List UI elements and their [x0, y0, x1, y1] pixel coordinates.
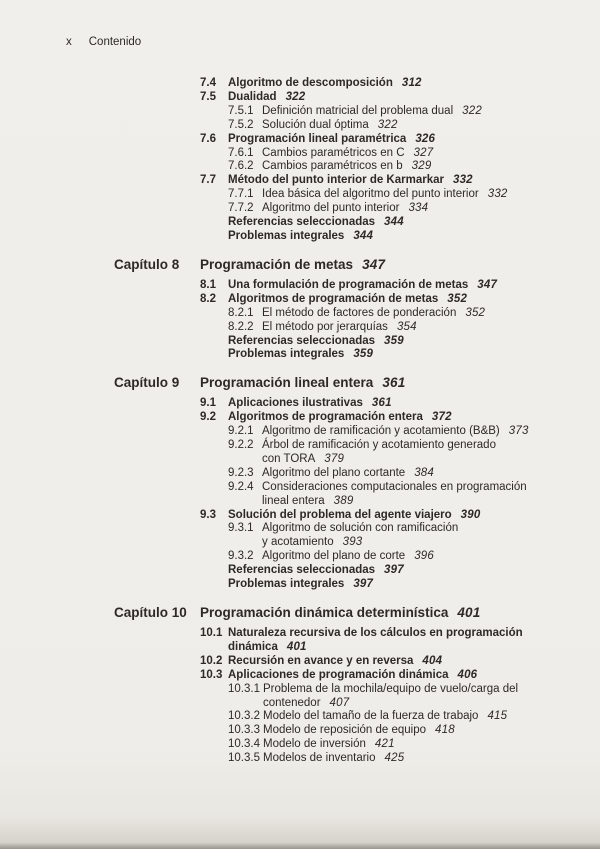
entry-page-number: 354: [396, 320, 417, 333]
toc-entry-row: [0, 627, 580, 655]
entry-title: Problemas integrales: [228, 578, 345, 591]
toc-entry-row: [0, 752, 580, 766]
entry-text: [263, 724, 455, 738]
entry-text: [263, 710, 507, 724]
toc-chapter-row: [0, 375, 580, 391]
toc-entry-row: [0, 669, 580, 683]
entry-title: Una formulación de programación de metas: [228, 278, 469, 291]
entry-number: 9.2.4: [228, 480, 254, 493]
entry-page-number: 396: [414, 550, 434, 563]
entry-page-number: 359: [384, 334, 404, 347]
chapter-page-number: 361: [382, 375, 406, 391]
entry-page-number: 312: [401, 77, 422, 89]
chapter-title: Programación dinámica determinística: [200, 605, 449, 620]
entry-page-number: 322: [462, 104, 482, 117]
toc-entry-row: [0, 439, 580, 467]
entry-text: [262, 147, 433, 161]
entry-title: El método por jerarquías: [262, 320, 388, 333]
entry-page-number: 415: [487, 710, 508, 723]
toc-entry-row: [0, 202, 580, 216]
toc-entry-row: [0, 411, 580, 425]
entry-title: Dualidad: [228, 90, 277, 103]
entry-page-number: 425: [384, 752, 405, 765]
entry-text: [262, 105, 482, 119]
page-folio-number: x: [66, 36, 72, 48]
toc-entry-row: [0, 509, 580, 523]
toc-entry-row: [0, 467, 580, 481]
entry-title: Árbol de ramificación y acotamiento generado: [262, 439, 496, 452]
entry-number: 10.3.2: [228, 710, 260, 723]
entry-number: 7.6: [200, 132, 216, 145]
toc-entry-row: [0, 321, 580, 335]
entry-page-number: 389: [333, 494, 354, 507]
toc-chapter-row: [0, 605, 580, 621]
entry-text: [262, 439, 496, 467]
toc-entry-row: [0, 119, 580, 133]
toc-entry-row: [0, 77, 580, 91]
entry-number: 7.7.1: [228, 188, 254, 201]
toc-entry-row: [0, 174, 580, 188]
entry-title: Método del punto interior de Karmarkar: [228, 174, 444, 187]
entry-number: 10.3.1: [228, 682, 260, 695]
entry-text: [262, 307, 485, 321]
entry-title: Aplicaciones de programación dinámica: [228, 668, 449, 681]
entry-text: [262, 481, 527, 509]
entry-number: 9.3.2: [228, 550, 254, 563]
entry-page-number: 379: [324, 452, 345, 465]
entry-title: lineal entera: [262, 494, 325, 507]
entry-text: [228, 230, 373, 244]
toc-entry-row: [0, 522, 580, 550]
entry-text: [263, 738, 395, 752]
entry-text: [228, 91, 305, 105]
entry-page-number: 322: [377, 118, 398, 131]
entry-number: 7.7.2: [228, 202, 254, 215]
toc-entry-row: [0, 216, 580, 230]
running-head: [66, 36, 141, 48]
toc-entry-row: [0, 307, 580, 321]
toc-entry-row: [0, 91, 580, 105]
entry-text: [262, 467, 434, 481]
entry-number: 8.1: [200, 278, 216, 291]
entry-text: [228, 335, 404, 349]
toc-entry-row: [0, 564, 580, 578]
entry-text: [228, 174, 473, 188]
entry-text: [228, 411, 452, 425]
entry-title: Modelos de inventario: [262, 752, 376, 765]
entry-page-number: 334: [408, 202, 429, 215]
entry-page-number: 361: [371, 397, 392, 410]
entry-page-number: 327: [413, 146, 434, 159]
toc-list: [0, 77, 580, 766]
entry-title: Problema de la mochila/equipo de vuelo/carga del: [262, 682, 519, 695]
entry-title: Solución del problema del agente viajero: [228, 508, 452, 521]
entry-title: Algoritmos de programación entera: [228, 411, 423, 424]
page-edge-shadow: [0, 842, 600, 849]
entry-page-number: 322: [285, 90, 306, 103]
entry-text: [228, 133, 435, 147]
toc-entry-row: [0, 397, 580, 411]
toc-entry-row: [0, 481, 580, 509]
entry-number: 7.5.2: [228, 118, 254, 131]
toc-entry-row: [0, 230, 580, 244]
toc-entry-row: [0, 724, 580, 738]
entry-text: [228, 279, 497, 293]
entry-text: [263, 683, 518, 711]
chapter-title: Programación lineal entera: [200, 375, 374, 391]
toc-entry-row: [0, 160, 580, 174]
entry-number: 9.3.1: [228, 522, 254, 535]
entry-page-number: 401: [286, 640, 307, 653]
entry-number: 7.5.1: [228, 104, 254, 117]
entry-title: y acotamiento: [262, 536, 334, 549]
entry-number: 10.3.4: [228, 738, 260, 751]
entry-number: 9.1: [200, 397, 216, 410]
entry-page-number: 352: [465, 306, 486, 319]
entry-title: El método de factores de ponderación: [262, 306, 457, 319]
entry-title: Algoritmo de ramificación y acotamiento (B&B): [262, 425, 500, 438]
entry-title: Recursión en avance y en reversa: [228, 654, 414, 667]
entry-text: [228, 348, 373, 362]
entry-page-number: 326: [415, 132, 436, 145]
entry-title: Consideraciones computacionales en programación: [262, 480, 527, 493]
entry-number: 10.3.3: [228, 724, 260, 737]
entry-page-number: 384: [414, 466, 434, 479]
entry-page-number: 397: [353, 578, 374, 591]
entry-title: Algoritmos de programación de metas: [228, 292, 439, 305]
entry-number: 9.2.1: [228, 425, 254, 438]
entry-page-number: 418: [435, 724, 455, 737]
chapter-label: Capítulo 8: [114, 256, 180, 272]
entry-page-number: 397: [384, 564, 404, 577]
entry-page-number: 404: [422, 654, 443, 667]
entry-text: [228, 293, 467, 307]
entry-number: 7.5: [200, 90, 216, 103]
entry-title: Aplicaciones ilustrativas: [228, 397, 363, 410]
toc-entry-row: [0, 105, 580, 119]
entry-number: 7.6.1: [228, 146, 254, 159]
entry-page-number: 332: [487, 188, 508, 201]
toc-chapter-row: [0, 257, 580, 273]
entry-title: con TORA: [262, 452, 316, 465]
entry-text: [228, 578, 373, 592]
entry-number: 10.1: [200, 627, 223, 639]
entry-title: Algoritmo de descomposición: [228, 77, 393, 89]
entry-title: Modelo del tamaño de la fuerza de trabajo: [262, 710, 479, 723]
entry-page-number: 407: [329, 696, 350, 709]
toc-entry-row: [0, 293, 580, 307]
entry-page-number: 329: [411, 160, 432, 173]
entry-page-number: 421: [374, 738, 395, 751]
entry-title: Algoritmo del plano de corte: [262, 550, 406, 563]
entry-number: 8.2: [200, 292, 216, 305]
entry-title: Idea básica del algoritmo del punto interior: [262, 188, 479, 201]
entry-number: 9.2: [200, 411, 216, 424]
entry-page-number: 344: [384, 216, 404, 229]
entry-title: Cambios paramétricos en b: [262, 160, 403, 173]
entry-page-number: 352: [447, 292, 468, 305]
entry-text: [228, 655, 442, 669]
entry-text: [262, 202, 428, 216]
entry-title: Referencias seleccionadas: [228, 216, 376, 229]
running-head-title: Contenido: [88, 36, 142, 48]
entry-text: [228, 216, 404, 230]
entry-number: 10.3.5: [228, 752, 260, 765]
chapter-label: Capítulo 9: [114, 375, 180, 391]
entry-text: [262, 425, 529, 439]
toc-entry-row: [0, 738, 580, 752]
entry-number: 7.4: [200, 77, 216, 89]
entry-number: 7.6.2: [228, 160, 254, 173]
toc-entry-row: [0, 335, 580, 349]
entry-title: Algoritmo de solución con ramificación: [262, 522, 459, 535]
toc-entry-row: [0, 147, 580, 161]
entry-text: [262, 188, 508, 202]
chapter-label: Capítulo 10: [114, 605, 187, 620]
entry-number: 9.2.2: [228, 439, 254, 452]
chapter-page-number: 347: [362, 256, 386, 272]
entry-page-number: 373: [508, 425, 529, 438]
entry-text: [262, 160, 431, 174]
entry-page-number: 347: [477, 278, 498, 291]
entry-number: 7.7: [200, 174, 216, 187]
entry-number: 9.2.3: [228, 466, 254, 479]
entry-number: 10.3: [200, 668, 223, 681]
entry-number: 8.2.1: [228, 306, 254, 319]
entry-number: 8.2.2: [228, 320, 254, 333]
entry-title: Problemas integrales: [228, 348, 345, 361]
entry-text: [263, 752, 404, 766]
toc-entry-row: [0, 550, 580, 564]
entry-text: [228, 397, 392, 411]
entry-title: Referencias seleccionadas: [228, 564, 376, 577]
toc-entry-row: [0, 578, 580, 592]
entry-page-number: 393: [342, 536, 363, 549]
entry-title: Modelo de reposición de equipo: [262, 724, 427, 737]
entry-title: Algoritmo del punto interior: [262, 202, 400, 215]
entry-title: Solución dual óptima: [262, 118, 369, 131]
entry-page-number: 359: [353, 348, 374, 361]
toc-entry-row: [0, 683, 580, 711]
entry-title: contenedor: [262, 696, 321, 709]
toc-entry-row: [0, 188, 580, 202]
toc-entry-row: [0, 425, 580, 439]
entry-page-number: 372: [431, 411, 452, 424]
entry-text: [228, 509, 480, 523]
entry-text: [228, 564, 404, 578]
entry-text: [228, 669, 477, 683]
entry-title: Problemas integrales: [228, 229, 345, 242]
toc-entry-row: [0, 279, 580, 293]
toc-entry-row: [0, 710, 580, 724]
entry-number: 10.2: [200, 654, 223, 667]
chapter-page-number: 401: [457, 605, 481, 620]
entry-page-number: 406: [457, 668, 478, 681]
entry-title: Referencias seleccionadas: [228, 334, 376, 347]
entry-text: [262, 321, 417, 335]
entry-page-number: 344: [353, 229, 374, 242]
entry-title: Algoritmo del plano cortante: [262, 466, 406, 479]
entry-title: Modelo de inversión: [262, 738, 366, 751]
toc-entry-row: [0, 348, 580, 362]
entry-text: [262, 119, 398, 133]
entry-title: Cambios paramétricos en C: [262, 146, 405, 159]
chapter-title: Programación de metas: [200, 256, 354, 272]
entry-title: Definición matricial del problema dual: [262, 104, 454, 117]
toc-entry-row: [0, 655, 580, 669]
entry-page-number: 332: [452, 174, 473, 187]
entry-text: [228, 77, 422, 91]
entry-title: Naturaleza recursiva de los cálculos en programación: [228, 627, 523, 639]
entry-text: [262, 522, 458, 550]
entry-title: dinámica: [228, 640, 278, 653]
toc-entry-row: [0, 133, 580, 147]
entry-text: [228, 627, 523, 655]
entry-number: 9.3: [200, 508, 216, 521]
entry-text: [262, 550, 434, 564]
entry-title: Programación lineal paramétrica: [228, 132, 407, 145]
entry-page-number: 390: [460, 508, 481, 521]
